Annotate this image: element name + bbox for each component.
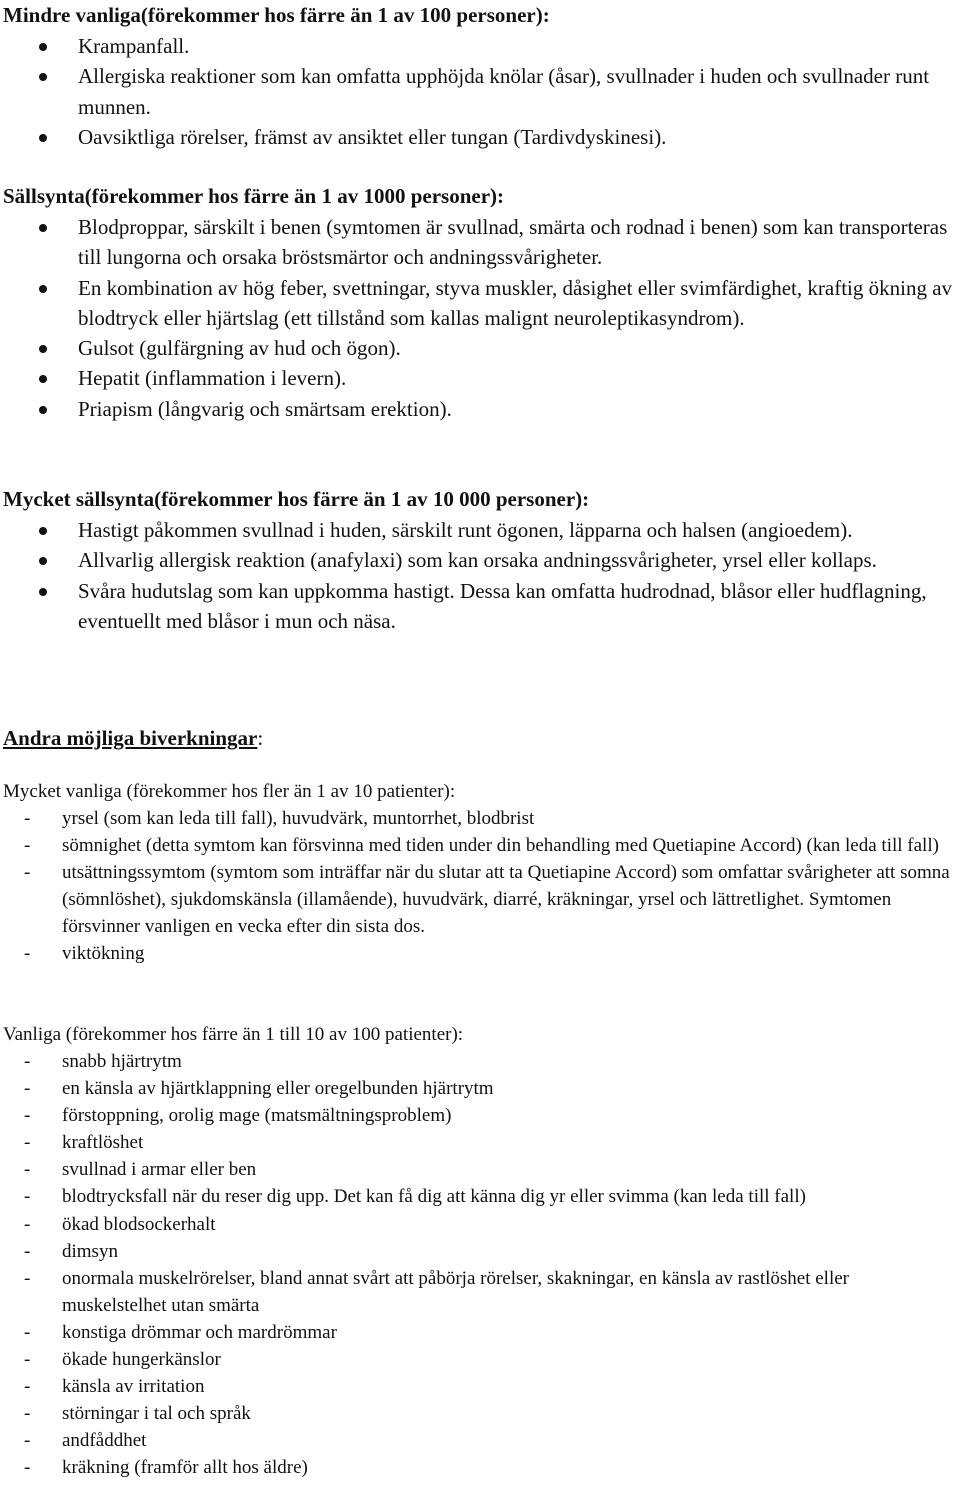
- list-item: Svåra hudutslag som kan uppkomma hastigt. Dessa kan omfatta hudrodnad, blåsor eller hudflagning, eventuellt med blåsor i mun och näsa.: [0, 576, 958, 637]
- list-item: Gulsot (gulfärgning av hud och ögon).: [0, 333, 958, 363]
- list-item: - ökade hungerkänslor: [24, 1349, 221, 1371]
- list-item: - känsla av irritation: [24, 1376, 205, 1398]
- list-item: - snabb hjärtrytm: [24, 1051, 182, 1072]
- bullet-list-uncommon: [0, 31, 958, 152]
- list-item: - sömnighet (detta symtom kan försvinna med tiden under din behandling med Quetiapine Accord) (kan leda till fall): [24, 835, 939, 857]
- list-item: Allvarlig allergisk reaktion (anafylaxi) som kan orsaka andningssvårigheter, yrsel eller kollaps.: [0, 545, 958, 575]
- subheading-common: Vanliga (förekommer hos färre än 1 till 10 av 100 patienter):: [3, 1024, 464, 1045]
- list-item: - ökad blodsockerhalt: [24, 1213, 216, 1235]
- list-item: Priapism (långvarig och smärtsam erektion).: [0, 394, 958, 424]
- bullet-icon: [39, 527, 47, 535]
- list-item: Hastigt påkommen svullnad i huden, särskilt runt ögonen, läpparna och halsen (angioedem).: [0, 515, 958, 545]
- list-item: - svullnad i armar eller ben: [24, 1159, 257, 1181]
- list-item: En kombination av hög feber, svettningar, styva muskler, dåsighet eller svimfärdighet, kraftig ökning av blodtryck eller hjärtslag (ett tillstånd som kallas malignt neuroleptikasyndrom).: [0, 273, 958, 334]
- list-item: - yrsel (som kan leda till fall), huvudvärk, muntorrhet, blodbrist: [24, 808, 535, 829]
- list-item: - konstiga drömmar och mardrömmar: [24, 1321, 337, 1343]
- list-item: - onormala muskelrörelser, bland annat svårt att påbörja rörelser, skakningar, en känsla av rastlöshet eller muskelstelhet utan smärta: [24, 1267, 849, 1316]
- list-item: Krampanfall.: [0, 31, 958, 61]
- bullet-list-rare: [0, 212, 958, 424]
- list-item: - viktökning: [24, 943, 145, 965]
- bullet-icon: [39, 406, 47, 414]
- list-item: - en känsla av hjärtklappning eller oregelbunden hjärtrytm: [24, 1078, 494, 1100]
- dash-list-very-common: [0, 805, 958, 968]
- subheading-very-common: Mycket vanliga (förekommer hos fler än 1 av 10 patienter):: [3, 781, 456, 802]
- list-item: - andfåddhet: [24, 1430, 147, 1452]
- section-heading-rare: Sällsynta(förekommer hos färre än 1 av 1000 personer):: [3, 184, 505, 208]
- list-item: Oavsiktliga rörelser, främst av ansiktet eller tungan (Tardivdyskinesi).: [0, 122, 958, 152]
- bullet-icon: [39, 375, 47, 383]
- section-heading-very-rare: Mycket sällsynta(förekommer hos färre än 1 av 10 000 personer):: [3, 487, 590, 511]
- bullet-icon: [39, 73, 47, 81]
- list-item: - kräkning (framför allt hos äldre): [24, 1457, 308, 1479]
- bullet-icon: [39, 345, 47, 353]
- bullet-icon: [39, 588, 47, 596]
- list-item: Hepatit (inflammation i levern).: [0, 363, 958, 393]
- bullet-icon: [39, 43, 47, 51]
- list-item: Blodproppar, särskilt i benen (symtomen är svullnad, smärta och rodnad i benen) som kan transporteras till lungorna och orsaka bröstsmärtor och andningssvårigheter.: [0, 212, 958, 273]
- dash-list-common: [0, 1048, 958, 1482]
- bullet-icon: [39, 557, 47, 565]
- other-side-effects-title: Andra möjliga biverkningar:: [3, 726, 264, 750]
- bullet-icon: [39, 285, 47, 293]
- list-item: - utsättningssymtom (symtom som inträffar när du slutar att ta Quetiapine Accord) som omfattar svårigheter att somna (sömnlöshet), sjukdomskänsla (illamående), huvudvärk, diarré, kräkningar, yrsel och lättretlighet. Symtomen försvinner vanligen en vecka efter din sista dos.: [24, 862, 950, 938]
- section-heading-uncommon: Mindre vanliga(förekommer hos färre än 1 av 100 personer):: [3, 3, 550, 27]
- list-item: - störningar i tal och språk: [24, 1403, 251, 1425]
- bullet-list-very-rare: [0, 515, 958, 636]
- list-item: Allergiska reaktioner som kan omfatta upphöjda knölar (åsar), svullnader i huden och svullnader runt munnen.: [0, 61, 958, 122]
- bullet-icon: [39, 224, 47, 232]
- bullet-icon: [39, 134, 47, 142]
- list-item: - blodtrycksfall när du reser dig upp. Det kan få dig att känna dig yr eller svimma (kan leda till fall): [24, 1186, 806, 1208]
- list-item: - kraftlöshet: [24, 1132, 144, 1154]
- list-item: - dimsyn: [24, 1240, 118, 1262]
- list-item: - förstoppning, orolig mage (matsmältningsproblem): [24, 1105, 452, 1127]
